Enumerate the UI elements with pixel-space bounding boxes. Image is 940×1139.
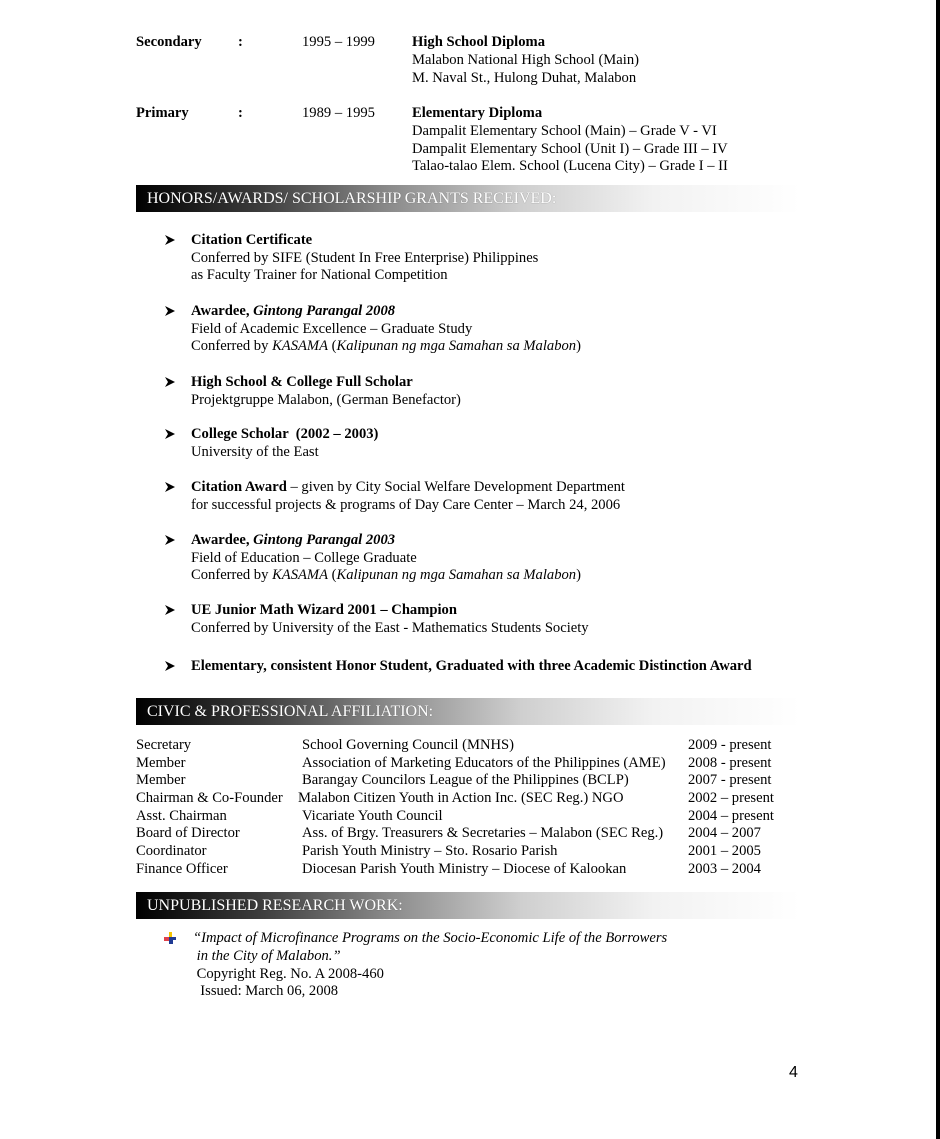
affiliation-row bbox=[136, 790, 816, 808]
affiliation-row bbox=[136, 861, 816, 879]
affiliation-role: Chairman & Co-Founder bbox=[136, 790, 283, 806]
affiliation-role: Finance Officer bbox=[136, 861, 228, 877]
award-title bbox=[191, 303, 581, 321]
education-separator: : bbox=[238, 34, 243, 50]
award-line: as Faculty Trainer for National Competition bbox=[191, 267, 448, 284]
affiliation-org: Malabon Citizen Youth in Action Inc. (SEC Reg.) NGO bbox=[298, 790, 624, 806]
affiliation-row bbox=[136, 825, 816, 843]
affiliation-org: Ass. of Brgy. Treasurers & Secretaries – Malabon (SEC Reg.) bbox=[302, 825, 664, 841]
affiliation-org: Association of Marketing Educators of the Philippines (AME) bbox=[302, 755, 666, 771]
paren-close: ) bbox=[576, 338, 581, 355]
education-details bbox=[412, 34, 639, 87]
award-title-prefix: Awardee, bbox=[191, 303, 254, 319]
award-line: for successful projects & programs of Day Care Center – March 24, 2006 bbox=[191, 496, 621, 513]
award-title-prefix: Awardee, bbox=[191, 532, 254, 548]
award-line: Conferred by SIFE (Student In Free Enterprise) Philippines bbox=[191, 249, 539, 266]
affiliation-years: 2001 – 2005 bbox=[688, 843, 761, 859]
award-title: College Scholar (2002 – 2003) bbox=[191, 426, 379, 442]
conferred-prefix: Conferred by bbox=[191, 338, 273, 355]
affiliation-role: Coordinator bbox=[136, 843, 207, 859]
section-header-honors bbox=[136, 185, 800, 212]
quad-bullet-icon bbox=[164, 932, 176, 944]
page-edge bbox=[936, 0, 940, 1139]
research-issued: Issued: March 06, 2008 bbox=[193, 983, 339, 1000]
award-line: Projektgruppe Malabon, (German Benefactor) bbox=[191, 391, 461, 408]
award-line: University of the East bbox=[191, 443, 319, 460]
education-level: Secondary bbox=[136, 34, 202, 50]
education-years: 1989 – 1995 bbox=[302, 105, 375, 121]
paren-open: ( bbox=[328, 338, 337, 355]
award-title-italic: Gintong Parangal 2008 bbox=[253, 303, 396, 319]
affiliation-org: Barangay Councilors League of the Philippines (BCLP) bbox=[302, 772, 629, 788]
education-separator: : bbox=[238, 105, 243, 121]
affiliation-years: 2004 – present bbox=[688, 808, 774, 824]
award-title: Citation Certificate bbox=[191, 232, 313, 248]
research-copyright: Copyright Reg. No. A 2008-460 bbox=[193, 965, 384, 982]
award-conferred bbox=[191, 567, 581, 585]
affiliation-role: Member bbox=[136, 755, 186, 771]
research-entry bbox=[193, 930, 667, 1001]
award-title-italic: Gintong Parangal 2003 bbox=[253, 532, 396, 548]
section-title: UNPUBLISHED RESEARCH WORK: bbox=[147, 897, 403, 914]
paren-close: ) bbox=[576, 567, 581, 584]
affiliation-years: 2004 – 2007 bbox=[688, 825, 761, 841]
education-line: Dampalit Elementary School (Main) – Grade V - VI bbox=[412, 122, 717, 139]
award-title-rest: – given by City Social Welfare Development Department bbox=[286, 479, 625, 495]
affiliation-role: Asst. Chairman bbox=[136, 808, 227, 824]
arrow-bullet-icon bbox=[164, 660, 176, 672]
award-title: Citation Award bbox=[191, 479, 287, 495]
education-details bbox=[412, 105, 728, 176]
arrow-bullet-icon bbox=[164, 481, 176, 493]
arrow-bullet-icon bbox=[164, 376, 176, 388]
paren-open: ( bbox=[328, 567, 337, 584]
affiliation-role: Board of Director bbox=[136, 825, 240, 841]
affiliation-years: 2008 - present bbox=[688, 755, 772, 771]
award-title: High School & College Full Scholar bbox=[191, 374, 413, 390]
award-title: Elementary, consistent Honor Student, Graduated with three Academic Distinction Award bbox=[191, 658, 752, 674]
education-level: Primary bbox=[136, 105, 189, 121]
award-line: Field of Education – College Graduate bbox=[191, 549, 417, 566]
award-conferred bbox=[191, 338, 581, 356]
affiliation-role: Member bbox=[136, 772, 186, 788]
award-title: UE Junior Math Wizard 2001 – Champion bbox=[191, 602, 457, 618]
education-line: Talao-talao Elem. School (Lucena City) – Grade I – II bbox=[412, 158, 728, 175]
education-line: Malabon National High School (Main) bbox=[412, 51, 639, 68]
conferred-org-full: Kalipunan ng mga Samahan sa Malabon bbox=[336, 567, 577, 584]
education-title: High School Diploma bbox=[412, 34, 545, 50]
affiliation-org: Vicariate Youth Council bbox=[302, 808, 443, 824]
affiliation-row bbox=[136, 737, 816, 755]
section-title: HONORS/AWARDS/ SCHOLARSHIP GRANTS RECEIVED: bbox=[147, 190, 557, 207]
affiliation-years: 2007 - present bbox=[688, 772, 772, 788]
affiliation-years: 2002 – present bbox=[688, 790, 774, 806]
education-years: 1995 – 1999 bbox=[302, 34, 375, 50]
research-title-line: in the City of Malabon.” bbox=[193, 947, 341, 964]
section-title: CIVIC & PROFESSIONAL AFFILIATION: bbox=[147, 703, 434, 720]
research-title-line: “Impact of Microfinance Programs on the Socio-Economic Life of the Borrowers bbox=[193, 930, 668, 946]
arrow-bullet-icon bbox=[164, 604, 176, 616]
affiliation-org: School Governing Council (MNHS) bbox=[302, 737, 515, 753]
page-number: 4 bbox=[789, 1064, 798, 1081]
affiliation-org: Parish Youth Ministry – Sto. Rosario Parish bbox=[302, 843, 558, 859]
arrow-bullet-icon bbox=[164, 305, 176, 317]
affiliation-role: Secretary bbox=[136, 737, 192, 753]
affiliation-years: 2003 – 2004 bbox=[688, 861, 761, 877]
education-title: Elementary Diploma bbox=[412, 105, 543, 121]
affiliation-row bbox=[136, 772, 816, 790]
education-line: Dampalit Elementary School (Unit I) – Grade III – IV bbox=[412, 140, 728, 157]
conferred-org-full: Kalipunan ng mga Samahan sa Malabon bbox=[336, 338, 577, 355]
affiliation-row bbox=[136, 808, 816, 826]
affiliation-org: Diocesan Parish Youth Ministry – Diocese of Kalookan bbox=[302, 861, 627, 877]
award-title-line bbox=[191, 479, 625, 497]
conferred-org: KASAMA bbox=[272, 567, 328, 584]
section-header-research bbox=[136, 892, 800, 919]
conferred-prefix: Conferred by bbox=[191, 567, 273, 584]
affiliation-row bbox=[136, 755, 816, 773]
affiliation-row bbox=[136, 843, 816, 861]
arrow-bullet-icon bbox=[164, 428, 176, 440]
arrow-bullet-icon bbox=[164, 234, 176, 246]
award-line: Conferred by University of the East - Mathematics Students Society bbox=[191, 619, 589, 636]
award-line: Field of Academic Excellence – Graduate Study bbox=[191, 320, 473, 337]
affiliation-years: 2009 - present bbox=[688, 737, 772, 753]
section-header-civic bbox=[136, 698, 800, 725]
conferred-org: KASAMA bbox=[272, 338, 328, 355]
education-line: M. Naval St., Hulong Duhat, Malabon bbox=[412, 69, 637, 86]
award-title bbox=[191, 532, 581, 550]
arrow-bullet-icon bbox=[164, 534, 176, 546]
